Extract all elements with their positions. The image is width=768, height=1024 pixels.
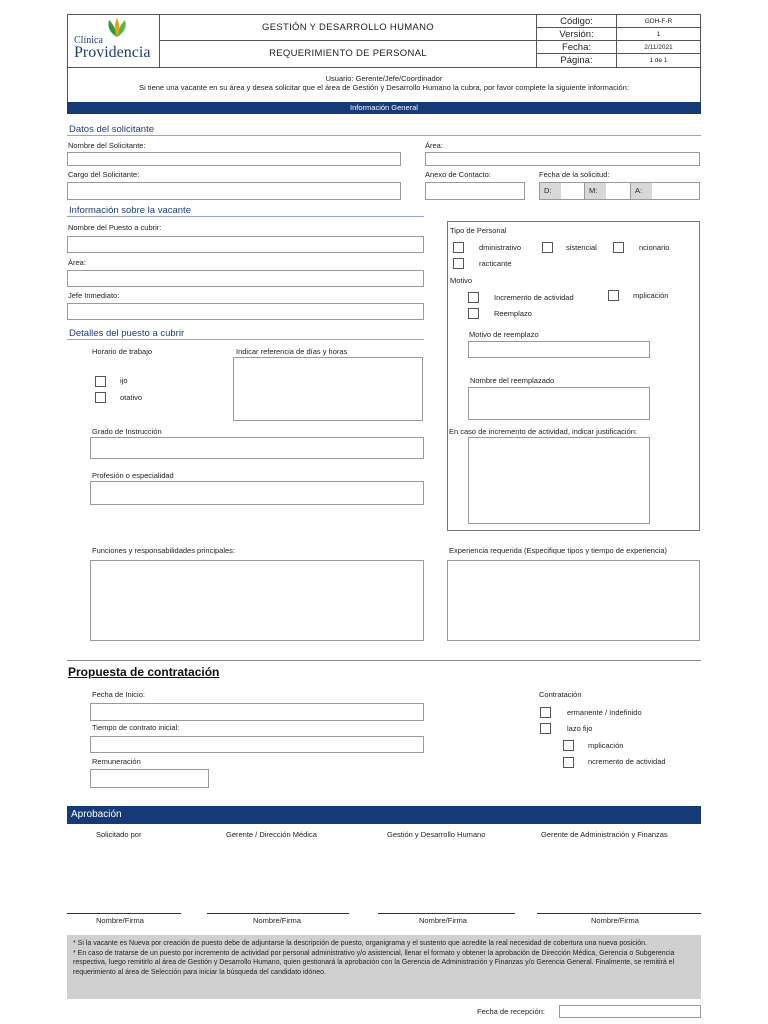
puesto-field[interactable] xyxy=(67,236,424,253)
reemplazo-label: Reemplazo xyxy=(494,309,532,318)
incremento-label: Incremento de actividad xyxy=(494,293,574,302)
indicar-label: Indicar referencia de días y horas xyxy=(236,347,348,356)
fecha-inicio-field[interactable] xyxy=(90,703,424,721)
header-title: GESTIÓN Y DESARROLLO HUMANO xyxy=(160,15,536,41)
experiencia-field[interactable] xyxy=(447,560,700,641)
area-label: Área: xyxy=(425,141,443,150)
practicante-label: racticante xyxy=(479,259,512,268)
meta-key: Código: xyxy=(537,15,617,28)
nombre-reemplazado-field[interactable] xyxy=(468,387,650,420)
logo-line1: Clínica xyxy=(74,35,103,46)
contratacion-incremento-label: ncremento de actividad xyxy=(588,757,666,766)
propuesta-title: Propuesta de contratación xyxy=(68,665,220,679)
vacante-area-label: Área: xyxy=(68,258,86,267)
signature-line xyxy=(207,913,349,914)
logo xyxy=(68,15,160,67)
meta-key: Página: xyxy=(537,54,617,67)
signature-label: Nombre/Firma xyxy=(253,916,301,925)
meta-value: 1 de 1 xyxy=(649,57,668,64)
document-header xyxy=(67,14,701,68)
reemplazo-checkbox[interactable] xyxy=(468,308,479,319)
leaf-logo-icon xyxy=(104,17,130,39)
nombre-solicitante-label: Nombre del Solicitante: xyxy=(68,141,146,150)
vacante-area-field[interactable] xyxy=(67,270,424,287)
profesion-field[interactable] xyxy=(90,481,424,505)
meta-key: Versión: xyxy=(537,28,617,41)
aprobacion-col-4: Gerente de Administración y Finanzas xyxy=(541,830,668,839)
anexo-label: Anexo de Contacto: xyxy=(425,170,491,179)
intro-line2: Si tiene una vacante en su área y desea solicitar que el área de Gestión y Desarrollo Humano la cubra, por favor complete la siguiente información: xyxy=(139,83,629,92)
fecha-solicitud-field xyxy=(539,182,700,200)
rotativo-label: otativo xyxy=(120,393,143,402)
experiencia-label: Experiencia requerida (Especifique tipos y tiempo de experiencia) xyxy=(449,546,668,555)
justificacion-field[interactable] xyxy=(468,437,650,524)
tiempo-field[interactable] xyxy=(90,736,424,753)
month-label: M: xyxy=(585,183,606,199)
fijo-label: ijo xyxy=(120,376,128,385)
cargo-field[interactable] xyxy=(67,182,401,200)
motivo-reemplazo-label: Motivo de reemplazo xyxy=(469,330,539,339)
contratacion-label: Contratación xyxy=(539,690,582,699)
grado-label: Grado de Instrucción xyxy=(92,427,162,436)
incremento-checkbox[interactable] xyxy=(468,292,479,303)
header-subtitle: REQUERIMIENTO DE PERSONAL xyxy=(269,48,427,59)
info-general-bar: Información General xyxy=(67,102,701,114)
ampliacion-checkbox[interactable] xyxy=(608,290,619,301)
remuneracion-field[interactable] xyxy=(90,769,209,788)
signature-label: Nombre/Firma xyxy=(96,916,144,925)
fijo-checkbox[interactable] xyxy=(95,376,106,387)
contratacion-ampliacion-checkbox[interactable] xyxy=(563,740,574,751)
funciones-label: Funciones y responsabilidades principales: xyxy=(92,546,235,555)
divider xyxy=(67,339,424,340)
remuneracion-label: Remuneración xyxy=(92,757,141,766)
horario-label: Horario de trabajo xyxy=(92,347,153,356)
meta-value: GDH-F-R xyxy=(644,18,673,25)
dias-horas-field[interactable] xyxy=(233,357,423,421)
section-detalles: Detalles del puesto a cubrir xyxy=(69,328,185,339)
nombre-reemplazado-label: Nombre del reemplazado xyxy=(470,376,555,385)
funcionario-checkbox[interactable] xyxy=(613,242,624,253)
asistencial-label: sistencial xyxy=(566,243,597,252)
year-input[interactable] xyxy=(652,183,699,199)
divider xyxy=(67,660,701,661)
puesto-label: Nombre del Puesto a cubrir: xyxy=(68,223,162,232)
section-solicitante: Datos del solicitante xyxy=(69,124,155,135)
nombre-solicitante-field[interactable] xyxy=(67,152,401,166)
month-input[interactable] xyxy=(606,183,631,199)
signature-line xyxy=(378,913,515,914)
area-field[interactable] xyxy=(425,152,700,166)
profesion-label: Profesión o especialidad xyxy=(92,471,174,480)
fecha-solicitud-label: Fecha de la solicitud: xyxy=(539,170,610,179)
jefe-field[interactable] xyxy=(67,303,424,320)
note-1: * Si la vacante es Nueva por creación de puesto debe de adjuntarse la descripción de puesto, organigrama y el sustento que acredite la real necesidad de cobertura una nueva posición. xyxy=(73,940,647,947)
plazo-fijo-label: lazo fijo xyxy=(567,724,593,733)
rotativo-checkbox[interactable] xyxy=(95,392,106,403)
meta-value: 2/11/2021 xyxy=(644,44,673,51)
signature-line xyxy=(67,913,181,914)
anexo-field[interactable] xyxy=(425,182,525,200)
divider xyxy=(67,135,701,136)
day-input[interactable] xyxy=(561,183,585,199)
signature-label: Nombre/Firma xyxy=(591,916,639,925)
tiempo-label: Tiempo de contrato inicial: xyxy=(92,723,180,732)
aprobacion-col-3: Gestión y Desarrollo Humano xyxy=(387,830,486,839)
note-2: * En caso de tratarse de un puesto por incremento de actividad por personal administrativo y/o asistencial, llenar el formato y obtener la aprobación de Dirección Médica, Gerencia o Subgerencia respectiva, luego remitirlo al área de Gestión y Desarrollo Humano, quien gestionará la aprobación con la Gerencia de Administración y Finanzas y/o Gerencia General. Finalmente, se remitirá el requerimiento al área de Selección para iniciar la búsqueda del candidato idóneo. xyxy=(73,949,675,976)
meta-key: Fecha: xyxy=(537,41,617,54)
contratacion-incremento-checkbox[interactable] xyxy=(563,757,574,768)
funciones-field[interactable] xyxy=(90,560,424,641)
signature-line xyxy=(537,913,701,914)
aprobacion-col-2: Gerente / Dirección Médica xyxy=(226,830,317,839)
motivo-reemplazo-field[interactable] xyxy=(468,341,650,358)
recepcion-label: Fecha de recepción: xyxy=(477,1007,545,1016)
contratacion-ampliacion-label: mplicación xyxy=(588,741,624,750)
administrativo-checkbox[interactable] xyxy=(453,242,464,253)
practicante-checkbox[interactable] xyxy=(453,258,464,269)
signature-label: Nombre/Firma xyxy=(419,916,467,925)
justificacion-label: En caso de incremento de actividad, indicar justificación: xyxy=(449,427,638,436)
year-label: A: xyxy=(631,183,652,199)
logo-line2: Providencia xyxy=(74,44,151,61)
permanente-label: ermanente / Indefinido xyxy=(567,708,642,717)
asistencial-checkbox[interactable] xyxy=(542,242,553,253)
fecha-inicio-label: Fecha de Inicio: xyxy=(92,690,145,699)
recepcion-field[interactable] xyxy=(559,1005,701,1018)
jefe-label: Jefe Inmediato: xyxy=(68,291,120,300)
plazo-fijo-checkbox[interactable] xyxy=(540,723,551,734)
motivo-title: Motivo xyxy=(450,276,473,285)
meta-value: 1 xyxy=(656,31,661,38)
doc-meta xyxy=(537,15,700,67)
ampliacion-label: mplicación xyxy=(633,291,669,300)
tipo-personal-title: Tipo de Personal xyxy=(450,226,507,235)
intro-line1: Usuario: Gerente/Jefe/Coordinador xyxy=(325,74,443,83)
day-label: D: xyxy=(540,183,561,199)
grado-field[interactable] xyxy=(90,437,424,459)
footer-notes xyxy=(67,935,701,999)
aprobacion-col-1: Solicitado por xyxy=(96,830,142,839)
cargo-label: Cargo del Solicitante: xyxy=(68,170,140,179)
administrativo-label: dministrativo xyxy=(479,243,522,252)
intro xyxy=(67,68,701,102)
section-vacante: Información sobre la vacante xyxy=(69,205,191,216)
divider xyxy=(67,216,424,217)
permanente-checkbox[interactable] xyxy=(540,707,551,718)
aprobacion-bar: Aprobación xyxy=(67,806,701,824)
funcionario-label: ncionario xyxy=(639,243,670,252)
